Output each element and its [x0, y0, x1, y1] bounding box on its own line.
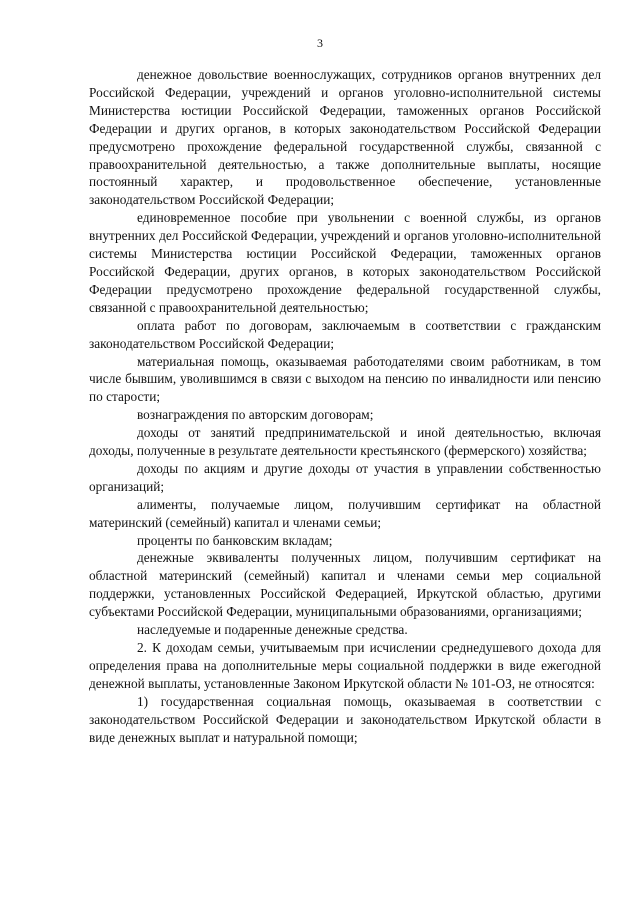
paragraph-allowance: денежное довольствие военнослужащих, сотрудников органов внутренних дел Российской Федерации, учреждений и органов уголовно-исполнительной системы Министерства юстиции Российской Федерации, таможенных органов Российской Федерации и других органов, в которых законодательством Российской Федерации предусмотрено прохождение федеральной государственной службы, связанной с правоохранительной деятельностью, а также дополнительные выплаты, носящие постоянный характер, и продовольственное обеспечение, установленные законодательством Российской Федерации; — [89, 67, 601, 208]
paragraph-inheritance: наследуемые и подаренные денежные средства. — [137, 622, 408, 638]
paragraph-business-income: доходы от занятий предпринимательской и иной деятельностью, включая доходы, полученные в результате деятельности крестьянского (фермерского) хозяйства; — [89, 425, 601, 459]
document-body — [89, 66, 601, 746]
paragraph-section-2: 2. К доходам семьи, учитываемым при исчислении среднедушевого дохода для определения права на дополнительные меры социальной поддержки в виде ежегодной денежной выплаты, установленные Законом Иркутской области № 101-ОЗ, не относятся: — [89, 640, 601, 691]
paragraph-severance-benefit: единовременное пособие при увольнении с военной службы, из органов внутренних дел Российской Федерации, учреждений и органов уголовно-исполнительной системы Министерства юстиции Российской Федерации, таможенных органов Российской Федерации, других органов, в которых законодательством Российской Федерации предусмотрено прохождение федеральной государственной службы, связанной с правоохранительной деятельностью; — [89, 210, 601, 315]
paragraph-item-1: 1) государственная социальная помощь, оказываемая в соответствии с законодательством Российской Федерации и законодательством Иркутской области в виде денежных выплат и натуральной помощи; — [89, 693, 601, 745]
paragraph-material-assistance: материальная помощь, оказываемая работодателями своим работникам, в том числе бывшим, уволившимся в связи с выходом на пенсию по инвалидности или пенсию по старости; — [89, 353, 601, 405]
paragraph-dividends: доходы по акциям и другие доходы от участия в управлении собственностью организаций; — [89, 460, 601, 494]
paragraph-monetary-equivalents: денежные эквиваленты полученных лицом, получившим сертификат на областной материнский (семейный) капитал и членами семьи мер социальной поддержки, установленных Российской Федерацией, Иркутской областью, другими субъектами Российской Федерации, муниципальными образованиями, организациями; — [89, 550, 601, 620]
paragraph-alimony: алименты, получаемые лицом, получившим сертификат на областной материнский (семейный) капитал и членами семьи; — [89, 496, 601, 530]
paragraph-bank-interest: проценты по банковским вкладам; — [137, 532, 333, 548]
page-number: 3 — [317, 36, 323, 50]
paragraph-contract-payment: оплата работ по договорам, заключаемым в соответствии с гражданским законодательством Российской Федерации; — [89, 317, 601, 351]
paragraph-royalties: вознаграждения по авторским договорам; — [137, 407, 374, 423]
